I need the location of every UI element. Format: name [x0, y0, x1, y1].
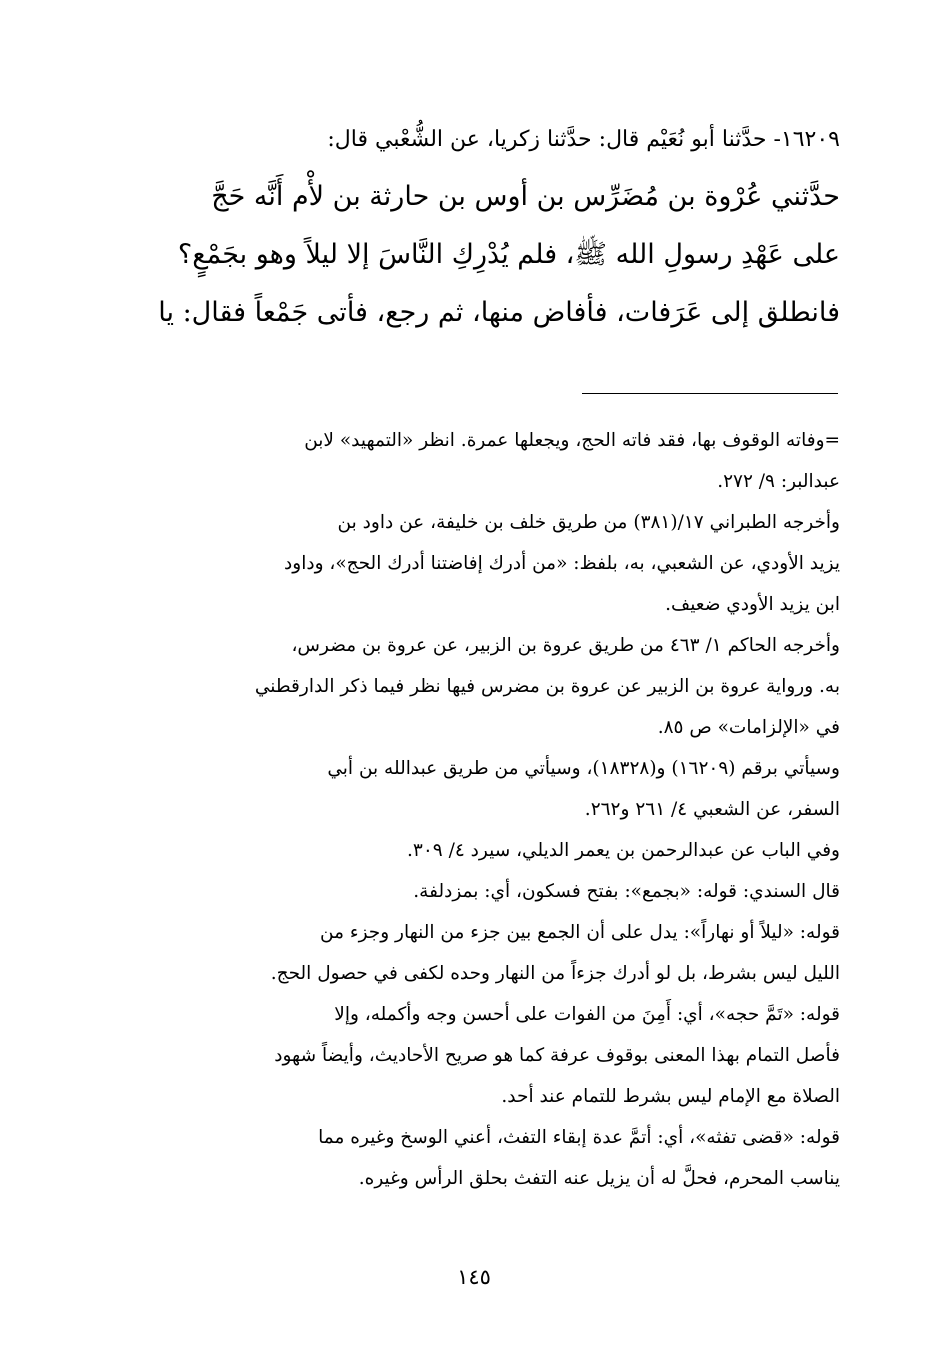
footnote-line: يزيد الأودي، عن الشعبي، به، بلفظ: «من أدرك إفاضتنا أدرك الحج»، وداود	[284, 553, 840, 574]
page-number: ١٤٥	[457, 1265, 491, 1289]
footnote-line: السفر، عن الشعبي ٤/ ٢٦١ و٢٦٢.	[584, 799, 840, 820]
footnote-line: فأصل التمام بهذا المعنى بوقوف عرفة كما هو صريح الأحاديث، وأيضاً شهود	[274, 1045, 840, 1066]
footnote-line: في «الإلزامات» ص ٨٥.	[657, 717, 840, 738]
footnote-line: قوله: «تَمَّ حجه»، أي: أَمِنَ من الفوات على أحسن وجه وأكمله، وإلا	[334, 1004, 840, 1025]
footnote-line: وسيأتي برقم (١٦٢٠٩) و(١٨٣٢٨)، وسيأتي من طريق عبدالله بن أبي	[327, 758, 840, 779]
footnote-line: قال السندي: قوله: «بجمع»: بفتح فسكون، أي: بمزدلفة.	[413, 881, 840, 902]
footnote-line: عبدالبر: ٩/ ٢٧٢.	[717, 471, 840, 492]
footnote-line: قوله: «قضى تفثه»، أي: أتمَّ عدة إبقاء التفث، أعني الوسخ وغيره مما	[318, 1127, 840, 1148]
footnote-line: به. ورواية عروة بن الزبير عن عروة بن مضرس فيها نظر فيما ذكر الدارقطني	[254, 676, 840, 697]
footnote-line: قوله: «ليلاً أو نهاراً»: يدل على أن الجمع بين جزء من النهار وجزء من	[320, 922, 840, 943]
footnote-line: ابن يزيد الأودي ضعيف.	[665, 594, 840, 615]
hadith-line: فانطلق إلى عَرَفات، فأفاض منها، ثم رجع، فأتى جَمْعاً فقال: يا	[158, 297, 840, 328]
footnote-line: الصلاة مع الإمام ليس بشرط للتمام عند أحد.	[501, 1086, 840, 1107]
footnotes	[120, 420, 840, 1199]
hadith-line: على عَهْدِ رسولِ الله ﷺ، فلم يُدْرِكِ النَّاسَ إلا ليلاً وهو بجَمْعٍ؟	[177, 239, 840, 270]
footnote-line: يناسب المحرم، فحلَّ له أن يزيل عنه التفث بحلق الرأس وغيره.	[358, 1168, 840, 1189]
footnote-line: =وفاته الوقوف بها، فقد فاته الحج، ويجعلها عمرة. انظر «التمهيد» لابن	[304, 430, 840, 451]
footnote-line: وأخرجه الحاكم ١/ ٤٦٣ من طريق عروة بن الزبير، عن عروة بن مضرس،	[291, 635, 840, 656]
footnote-separator	[582, 393, 838, 394]
footnote-line: وأخرجه الطبراني ١٧/(٣٨١) من طريق خلف بن خليفة، عن داود بن	[337, 512, 840, 533]
footnote-line: الليل ليس بشرط، بل لو أدرك جزءاً من النهار وحده لكفى في حصول الحج.	[270, 963, 840, 984]
hadith-text	[120, 112, 840, 342]
hadith-line: ١٦٢٠٩- حدَّثنا أبو نُعَيْم قال: حدَّثنا زكريا، عن الشُّعْبي قال:	[327, 127, 840, 152]
footnote-line: وفي الباب عن عبدالرحمن بن يعمر الديلي، سيرد ٤/ ٣٠٩.	[407, 840, 840, 861]
hadith-line: حدَّثني عُرْوة بن مُضَرِّس بن أوس بن حارثة بن لأْم أَنَّه حَجَّ	[211, 181, 840, 212]
